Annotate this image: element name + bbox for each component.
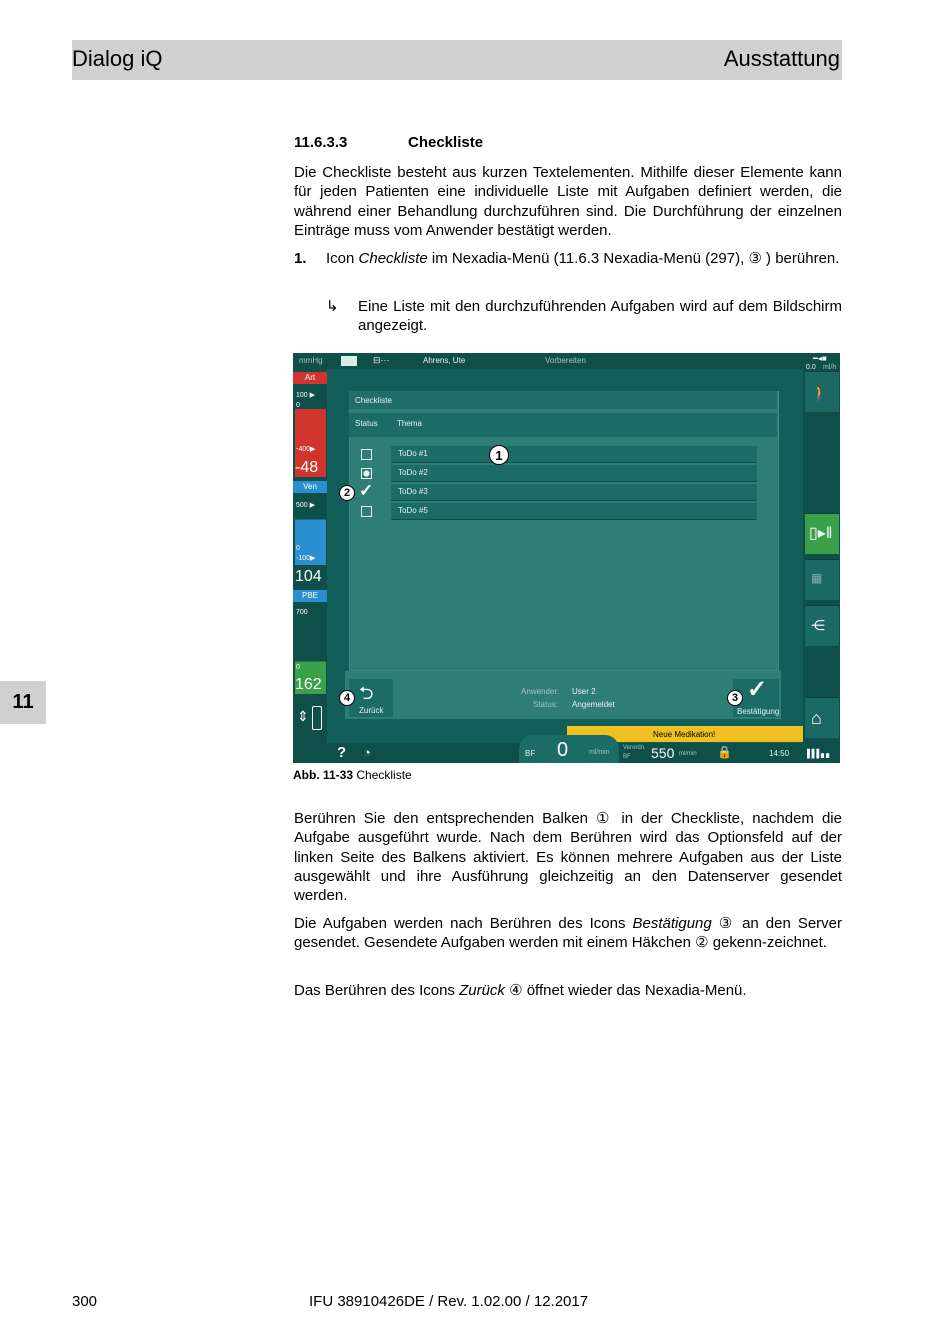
checklist-item-label: ToDo #2	[398, 468, 428, 477]
pbe-scale-top: 700	[296, 609, 308, 616]
ven-label: Ven	[293, 481, 327, 493]
bf-set-value: 550	[651, 745, 675, 761]
p4-icon-name: Zurück	[459, 982, 505, 999]
p4-pre: Das Berühren des Icons	[294, 982, 460, 999]
art-scale-bottom: -400▶	[296, 446, 316, 453]
result-text: Eine Liste mit den durchzuführenden Aufgaben wird auf dem Bildschirm angezeigt.	[358, 298, 842, 335]
checklist-row[interactable]	[391, 503, 757, 520]
art-value: -48	[295, 459, 326, 477]
step-icon-name: Checkliste	[358, 250, 428, 267]
user-label: Anwender:	[521, 687, 560, 696]
confirm-label: Bestätigung	[737, 707, 780, 716]
step-text-post: im Nexadia-Menü (11.6.3 Nexadia-Menü (297), ③ ) berühren.	[427, 250, 840, 267]
callout-3: 3	[727, 690, 743, 706]
step-number: 1.	[294, 250, 307, 267]
step-text	[326, 249, 842, 268]
p4-post: ④ öffnet wieder das Nexadia-Menü.	[504, 982, 747, 999]
header-chapter: Ausstattung	[723, 46, 840, 71]
checklist-item-label: ToDo #5	[398, 506, 428, 515]
bf-set-unit: ml/min	[679, 751, 697, 757]
step-result	[326, 297, 842, 337]
step-text-pre: Icon	[326, 250, 359, 267]
home-icon: ⌂	[811, 708, 822, 728]
patient-name: Ahrens, Ute	[423, 356, 466, 365]
ven-value: 104	[295, 568, 322, 585]
art-label: Art	[293, 372, 327, 384]
ven-scale-top: 500 ▶	[296, 502, 316, 509]
syringe-icon: ━◂■	[813, 354, 827, 363]
network-tree-icon: ⋲	[811, 617, 825, 633]
user-value: User 2	[572, 687, 596, 696]
back-label: Zurück	[359, 706, 384, 715]
help-icon[interactable]: ?	[337, 744, 347, 761]
p3-post: ③ an den Server gesendet. Gesendete Aufgaben werden mit einem Häkchen ② gekenn-zeichnet.	[294, 915, 842, 952]
figure-number: Abb. 11-33	[293, 768, 354, 782]
checklist-row[interactable]	[391, 484, 757, 501]
signal-bars-icon: ▌▌▌▖▖	[807, 749, 832, 758]
heparin-rate: 0.0	[806, 364, 816, 371]
patient-walk-icon: 🚶	[811, 385, 829, 401]
sort-arrows-icon[interactable]: ⇕	[297, 708, 309, 724]
clock: 14:50	[769, 749, 790, 758]
checklist-item-label: ToDo #1	[398, 449, 428, 458]
notice-text: Neue Medikation!	[653, 730, 716, 739]
paragraph-back	[294, 981, 842, 1000]
bed-icon: ▦	[811, 571, 823, 585]
ven-scale-bottom: -100▶	[296, 555, 316, 562]
header-product: Dialog iQ	[72, 46, 163, 71]
status-value: Angemeldet	[572, 700, 615, 709]
result-arrow-icon: ↳	[326, 298, 339, 315]
checkbox-empty[interactable]	[361, 449, 372, 460]
pressure-unit: mmHg	[299, 356, 323, 365]
checklist-row[interactable]	[391, 446, 757, 463]
screen-right-sidebar	[803, 369, 840, 747]
checkbox-selected[interactable]	[361, 468, 372, 479]
treatment-phase: Vorbereiten	[545, 356, 586, 365]
pbe-scale-zero: 0	[296, 664, 300, 671]
document-id: IFU 38910426DE / Rev. 1.02.00 / 12.2017	[309, 1293, 589, 1310]
p3-pre: Die Aufgaben werden nach Berühren des Icons	[294, 915, 633, 932]
section-heading	[294, 134, 484, 151]
level-icon[interactable]	[312, 706, 322, 730]
checklist-row[interactable]	[391, 465, 757, 482]
bf-label: BF	[525, 749, 536, 758]
pie-icon[interactable]: ◔	[363, 745, 371, 760]
section-number: 11.6.3.3	[294, 134, 348, 151]
network-icon[interactable]: ⊟⋯	[373, 355, 390, 365]
instruction-step	[294, 249, 842, 289]
checklist-panel-header	[349, 391, 777, 409]
art-scale-zero: 0	[296, 402, 300, 409]
column-status: Status	[355, 419, 378, 428]
callout-4: 4	[339, 690, 355, 706]
bf-unit: ml/min	[589, 749, 610, 756]
page-header	[72, 40, 842, 80]
checkbox-empty[interactable]	[361, 506, 372, 517]
card-reader-icon[interactable]	[341, 356, 357, 366]
bf-value: 0	[557, 739, 569, 761]
action-bar	[345, 671, 781, 719]
column-topic: Thema	[397, 419, 422, 428]
art-scale-top: 100 ▶	[296, 392, 316, 399]
status-label: Status:	[533, 700, 558, 709]
checkmark-icon: ✓	[359, 481, 374, 500]
page-number: 300	[72, 1293, 98, 1310]
paragraph-touch: Berühren Sie den entsprechenden Balken ① in der Checkliste, nachdem die Aufgabe ausgeführt wurde. Nach dem Berühren wird das Optionsfeld auf der linken Seite des Balkens aktiviert. Es können mehrere Aufgaben aus der Liste ausgewählt und ihre Ausführung gleichzeitig an den Datenserver gesendet werden.	[294, 810, 842, 905]
bf-set-label-2: BF	[623, 754, 631, 760]
paragraph-confirm	[294, 914, 842, 953]
figure-title: Checkliste	[356, 768, 412, 782]
figure-caption	[293, 768, 412, 782]
confirm-check-icon: ✓	[747, 676, 768, 703]
back-arrow-icon: ⮌	[359, 683, 374, 703]
callout-2: 2	[339, 485, 355, 501]
checklist-title: Checkliste	[355, 396, 392, 405]
pbe-label: PBE	[293, 590, 327, 602]
paragraph-intro: Die Checkliste besteht aus kurzen Textelementen. Mithilfe dieser Elemente kann für jeden Patienten eine individuelle Liste mit Aufgaben definiert werden, die während einer Behandlung durchzuführen sind. Die Durchführung der einzelnen Einträge muss vom Anwender bestätigt werden.	[294, 164, 842, 239]
section-title: Checkliste	[408, 134, 484, 151]
chapter-tab: 11	[0, 681, 46, 724]
p3-icon-name: Bestätigung	[632, 915, 712, 932]
bf-set-label: Verordn.	[623, 745, 646, 751]
lock-icon[interactable]: 🔒	[717, 745, 732, 759]
ven-scale-zero: 0	[296, 545, 300, 552]
device-screen	[293, 353, 840, 763]
checklist-item-label: ToDo #3	[398, 487, 428, 496]
callout-1: 1	[489, 445, 509, 465]
heparin-unit: ml/h	[823, 364, 837, 371]
pbe-value: 162	[295, 676, 326, 694]
nexadia-icon: ▯▸‖	[809, 525, 833, 542]
